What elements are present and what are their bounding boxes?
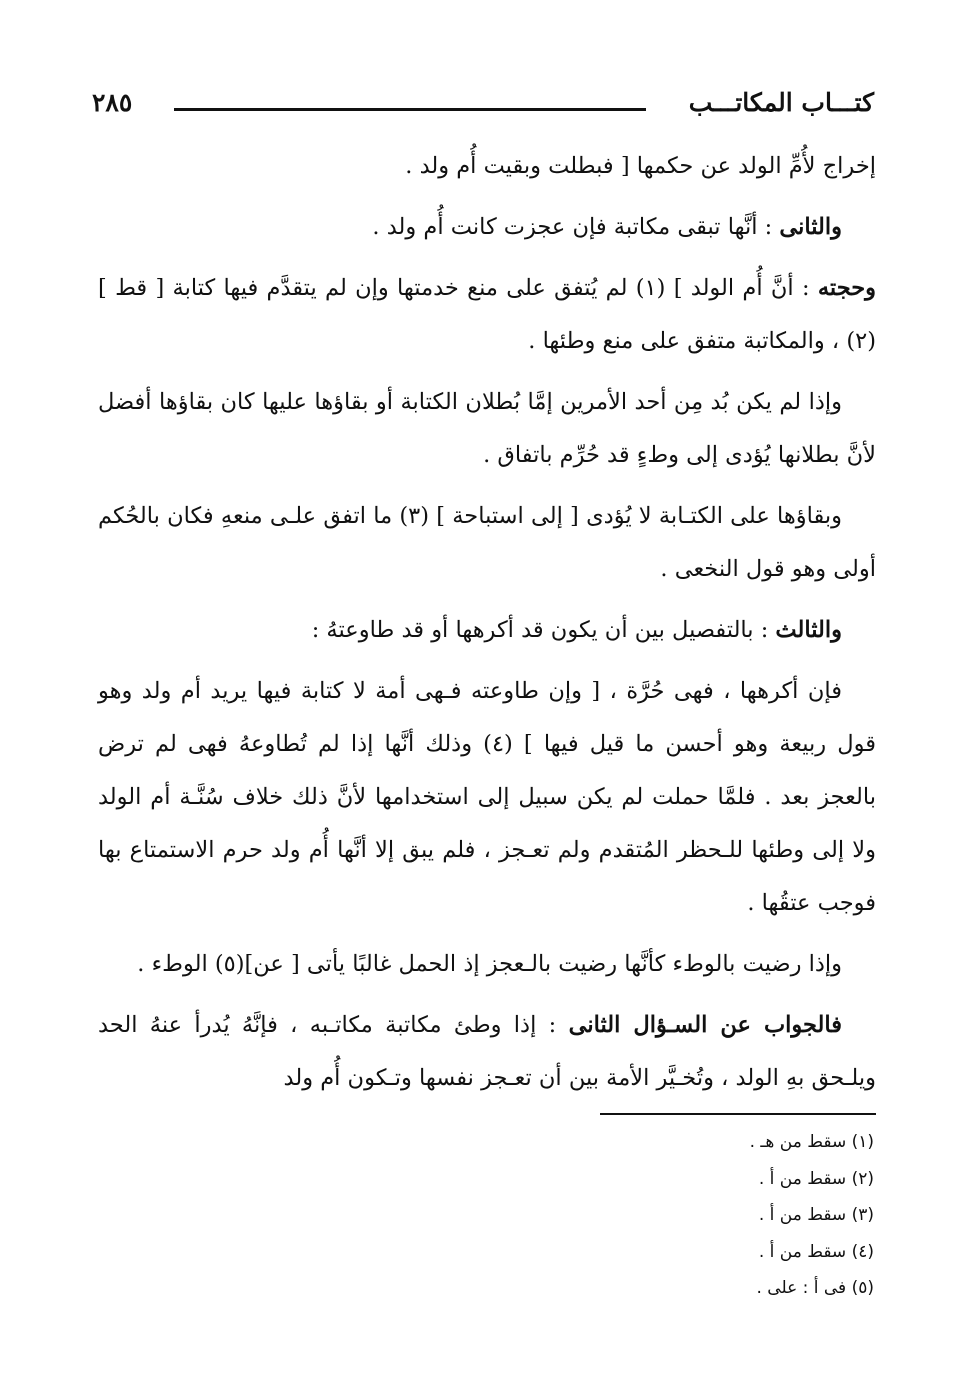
paragraph-lead: فالجواب عن السـؤال الثانى xyxy=(568,1012,842,1038)
footnote: (٢) سقط من أ . xyxy=(758,1168,874,1189)
running-header xyxy=(92,86,874,126)
paragraph xyxy=(98,490,876,596)
paragraph xyxy=(98,201,876,254)
paragraph xyxy=(98,140,876,193)
footnotes xyxy=(474,1124,874,1307)
footnote: (٥) فى أ : على . xyxy=(756,1278,874,1298)
paragraph xyxy=(98,665,876,930)
paragraph xyxy=(98,376,876,482)
paragraph-text: : أنَّ أُم الولد ] (١) لم يُتفق على منع خدمتها وإن لم يتقدَّم فيها كتابة [ قط ] (٢) ، والمكاتبة متفق على منع وطئها . xyxy=(98,275,876,354)
paragraph-lead: والثالث xyxy=(775,617,842,643)
paragraph-lead: والثانى xyxy=(779,214,842,240)
footnote: (٣) سقط من أ . xyxy=(758,1205,874,1225)
paragraph-lead: وحجته xyxy=(817,275,876,301)
main-text xyxy=(98,140,876,1113)
footnote: (٤) سقط من أ . xyxy=(758,1241,874,1262)
paragraph xyxy=(98,999,876,1105)
chapter-title: كتـــاب المكاتـــب xyxy=(688,88,874,117)
paragraph-text: : إذا وطئ مكاتبة مكاتـبه ، فإنَّهُ يُدرأ عنهُ الحد ويلـحق بهِ الولد ، وتُخـيَّر الأمة بين أن تعـجز نفسها وتـكون أُم ولد xyxy=(98,1012,876,1091)
footnote-separator xyxy=(600,1113,876,1115)
paragraph xyxy=(98,604,876,657)
paragraph xyxy=(98,938,876,991)
header-rule xyxy=(174,108,646,111)
paragraph-text: : بالتفصيل بين أن يكون قد أكرهها أو قد طاوعتهُ : xyxy=(311,617,776,643)
paragraph xyxy=(98,262,876,368)
paragraph-text: وإذا لم يكن بُد مِن أحد الأمرين إمَّا بُطلان الكتابة أو بقاؤها عليها كان بقاؤها أفضل لأنَّ بطلانها يُؤدى إلى وطءٍ قد حُرِّم باتفاق . xyxy=(98,389,876,468)
page-number: ٢٨٥ xyxy=(92,88,133,117)
paragraph-text: وبقاؤها على الكتـابة لا يُؤدى [ إلى استباحة ] (٣) ما اتفق علـى منعهِ فكان بالحُكم أولى وهو قول النخعى . xyxy=(98,503,876,582)
paragraph-text: : أنَّها تبقى مكاتبة فإن عجزت كانت أُم ولد . xyxy=(372,214,780,240)
paragraph-text: وإذا رضيت بالوطء كأنَّها رضيت بالـعجز إذ الحمل غالبًا يأتى [ عن](٥) الوطء . xyxy=(137,951,842,977)
paragraph-text: إخراج لأُمِّ الولد عن حكمها [ فبطلت وبقيت أُم ولد . xyxy=(405,153,876,179)
paragraph-text: فإن أكرهها ، فهى حُرَّة ، [ وإن طاوعته فـهى أمة لا كتابة فيها يريد أم ولد وهو قول ربيعة وهو أحسن ما قيل فيها ] (٤) وذلك أنَّها إذا لم تُطاوعهُ فهى لم ترض بالعجز بعد . فلمَّا حملت لم يكن سبيل إلى استخدامها لأنَّ ذلك خلاف سُنَّـة أم الولد ولا إلى وطئها للـحظر المُتقدم ولم تعـجز ، فلم يبق إلا أنَّها أُم ولد حرم الاستمتاع بها فوجب عتقُها . xyxy=(98,678,876,916)
footnote: (١) سقط من هـ . xyxy=(749,1132,874,1152)
